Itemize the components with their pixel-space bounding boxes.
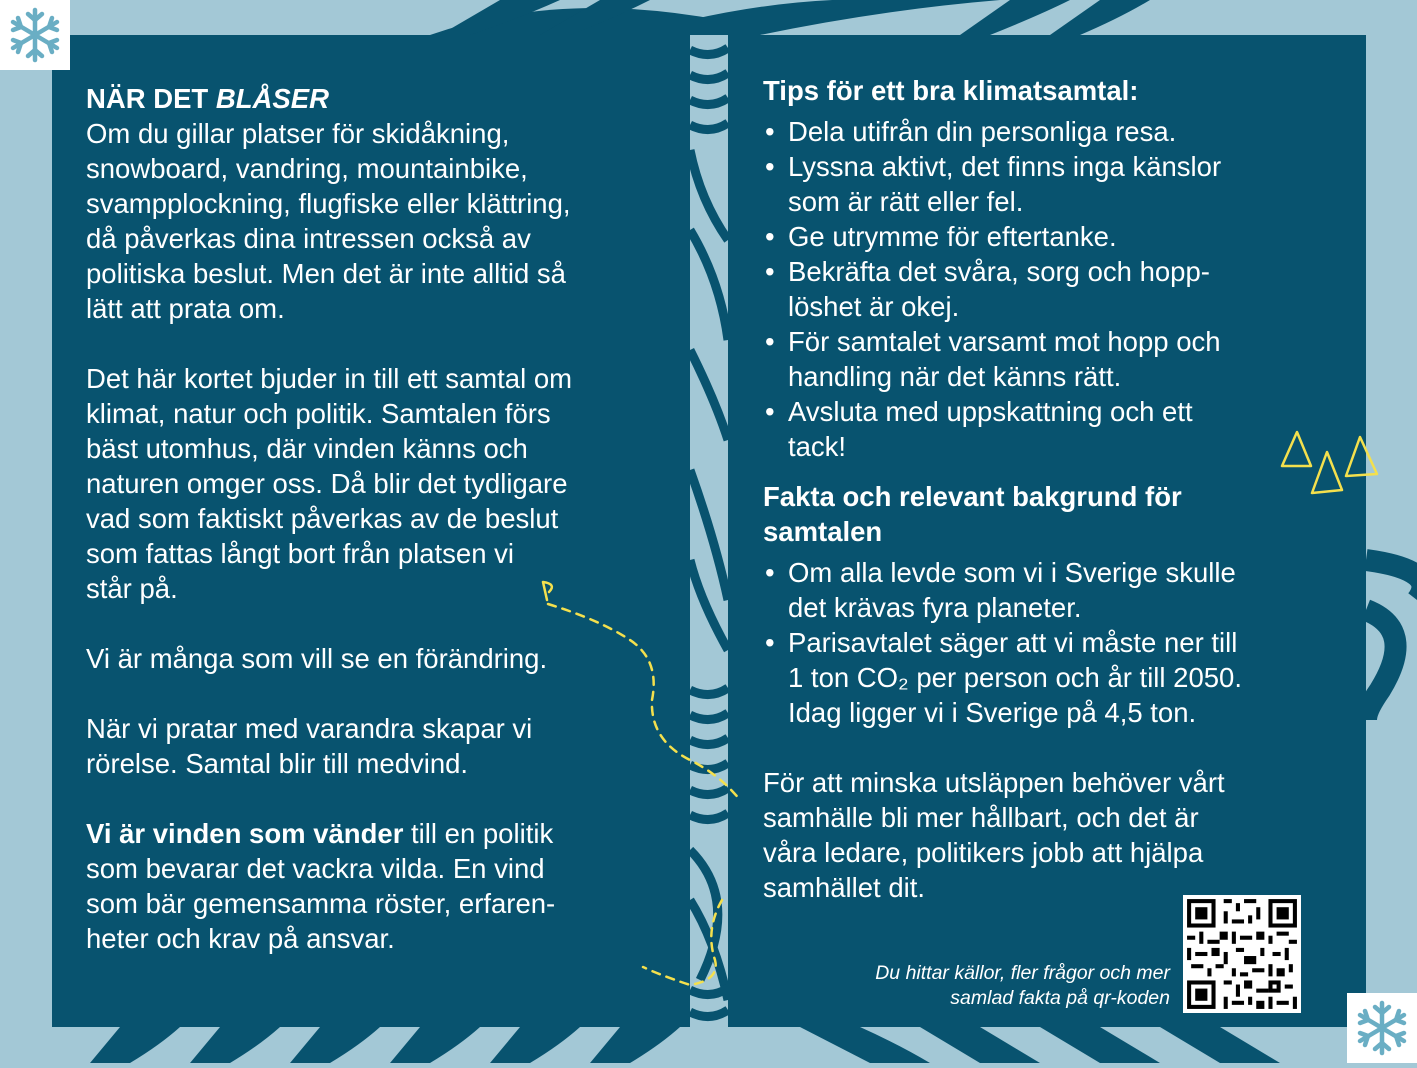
text-line: politiska beslut. Men det är inte alltid så: [86, 258, 566, 289]
text-line: tack!: [788, 431, 847, 462]
paragraph-5: [86, 816, 690, 956]
heading-line: Fakta och relevant bakgrund för: [763, 481, 1182, 512]
text-line: svampplockning, flugfiske eller klättring,: [86, 188, 571, 219]
list-item: [763, 254, 1366, 324]
snowflake-badge-bottom: [1347, 993, 1417, 1063]
snowflake-icon: [0, 0, 70, 70]
text-line: För samtalet varsamt mot hopp och: [788, 326, 1221, 357]
facts-heading: [763, 479, 1366, 549]
text-line: Om du gillar platser för skidåkning,: [86, 118, 510, 149]
text-line: Lyssna aktivt, det finns inga känslor: [788, 151, 1222, 182]
right-panel: [728, 35, 1366, 1027]
text-line: snowboard, vandring, mountainbike,: [86, 153, 528, 184]
snowflake-badge-top: [0, 0, 70, 70]
closing-paragraph: [763, 765, 1366, 905]
text-line: Parisavtalet säger att vi måste ner till: [788, 627, 1238, 658]
text-line: [86, 816, 690, 851]
heading-emphasis: BLÅSER: [215, 83, 329, 114]
text-line: Dela utifrån din personliga resa.: [788, 116, 1177, 147]
list-item: [763, 114, 1366, 149]
text-line: samhället dit.: [763, 872, 926, 903]
text-line: vad som faktiskt påverkas av de beslut: [86, 503, 559, 534]
text-line: naturen omger oss. Då blir det tydligare: [86, 468, 568, 499]
snowflake-icon: [1347, 993, 1417, 1063]
paragraph-4: [86, 711, 690, 781]
list-item: [763, 219, 1366, 254]
list-item: [763, 625, 1366, 730]
text-line: Avsluta med uppskattning och ett: [788, 396, 1193, 427]
text-line: Om alla levde som vi i Sverige skulle: [788, 557, 1236, 588]
tips-heading: Tips för ett bra klimatsamtal:: [763, 75, 1139, 106]
text-line: löshet är okej.: [788, 291, 960, 322]
left-heading: [86, 81, 690, 116]
text-line: rörelse. Samtal blir till medvind.: [86, 748, 469, 779]
text-line: som bär gemensamma röster, erfaren-: [86, 888, 556, 919]
text-line: samhälle bli mer hållbart, och det är: [763, 802, 1199, 833]
paragraph-1: [86, 116, 690, 326]
text-line: 1 ton CO₂ per person och år till 2050.: [788, 662, 1242, 693]
text-line: handling när det känns rätt.: [788, 361, 1122, 392]
list-item: [763, 149, 1366, 219]
text-line: som fattas långt bort från platsen vi: [86, 538, 514, 569]
text-line: heter och krav på ansvar.: [86, 923, 395, 954]
text-line: Bekräfta det svåra, sorg och hopp-: [788, 256, 1210, 287]
text-line: det krävas fyra planeter.: [788, 592, 1082, 623]
qr-caption: [770, 961, 1170, 1011]
text-line: För att minska utsläppen behöver vårt: [763, 767, 1225, 798]
list-item: [763, 394, 1366, 464]
paragraph-2: [86, 361, 690, 606]
text-line: När vi pratar med varandra skapar vi: [86, 713, 533, 744]
text-line: våra ledare, politikers jobb att hjälpa: [763, 837, 1204, 868]
text-line: Idag ligger vi i Sverige på 4,5 ton.: [788, 697, 1197, 728]
text-fragment: till en politik: [403, 818, 554, 849]
tips-list: [763, 114, 1366, 464]
paragraph-3: Vi är många som vill se en förändring.: [86, 643, 548, 674]
list-item: [763, 555, 1366, 625]
text-line: som bevarar det vackra vilda. En vind: [86, 853, 545, 884]
text-line: Ge utrymme för eftertanke.: [788, 221, 1117, 252]
heading-line: samtalen: [763, 516, 883, 547]
caption-line: samlad fakta på qr-koden: [950, 987, 1170, 1009]
text-line: då påverkas dina intressen också av: [86, 223, 531, 254]
caption-line: Du hittar källor, fler frågor och mer: [875, 962, 1170, 984]
bold-phrase: Vi är vinden som vänder: [86, 818, 404, 849]
qr-code[interactable]: [1183, 895, 1301, 1013]
text-line: Det här kortet bjuder in till ett samtal om: [86, 363, 573, 394]
heading-prefix: NÄR DET: [86, 83, 216, 114]
text-line: klimat, natur och politik. Samtalen förs: [86, 398, 551, 429]
facts-list: [763, 555, 1366, 730]
text-line: som är rätt eller fel.: [788, 186, 1024, 217]
text-line: bäst utomhus, där vinden känns och: [86, 433, 528, 464]
text-line: lätt att prata om.: [86, 293, 285, 324]
left-panel: [52, 35, 690, 1027]
text-line: står på.: [86, 573, 178, 604]
list-item: [763, 324, 1366, 394]
